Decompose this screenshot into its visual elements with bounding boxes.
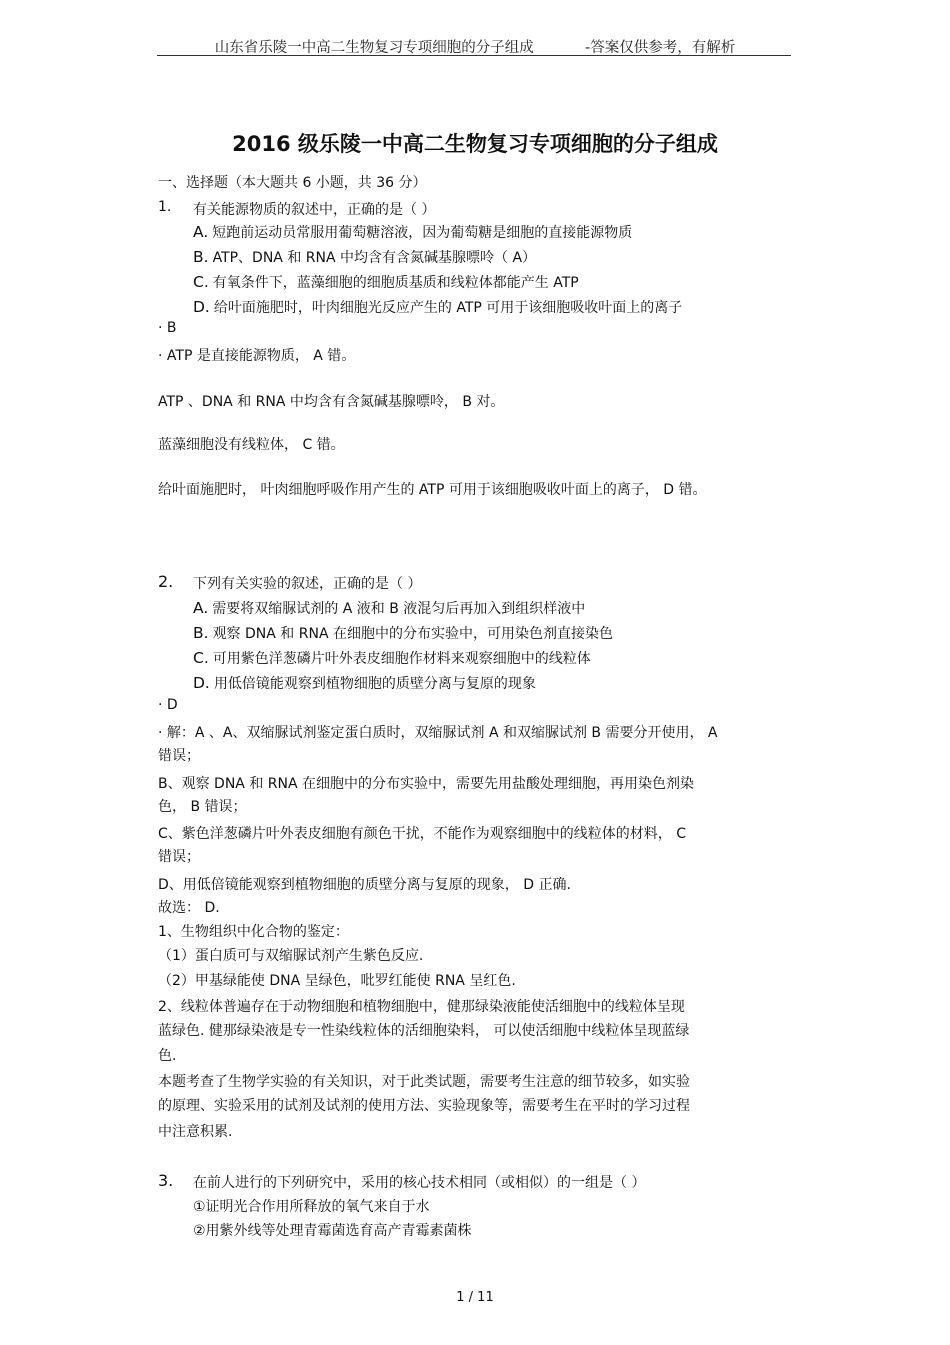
q1-stem: 有关能源物质的叙述中，正确的是（ ） [193, 202, 436, 218]
q2-explain-line: 本题考查了生物学实验的有关知识，对于此类试题，需要考生注意的细节较多，如实验 [158, 1074, 690, 1090]
page-number: 1 / 11 [456, 1290, 494, 1305]
q3-number: 3. [158, 1171, 174, 1190]
q2-explain-line: 色. [158, 1048, 177, 1064]
q1-explain-line: ATP 、DNA 和 RNA 中均含有含氮碱基腺嘌呤， B 对。 [158, 394, 505, 410]
q2-explain-line: C、紫色洋葱磷片叶外表皮细胞有颜色干扰，不能作为观察细胞中的线粒体的材料， C [158, 826, 686, 842]
document-title: 2016 级乐陵一中高二生物复习专项细胞的分子组成 [232, 132, 718, 156]
q2-option-d: D. 用低倍镜能观察到植物细胞的质壁分离与复原的现象 [193, 674, 536, 692]
q1-option-d: D. 给叶面施肥时，叶肉细胞光反应产生的 ATP 可用于该细胞吸收叶面上的离子 [193, 298, 683, 316]
section-heading: 一、选择题（本大题共 6 小题，共 36 分） [158, 175, 427, 191]
q1-explain-line: 蓝藻细胞没有线粒体， C 错。 [158, 437, 345, 453]
q1-explain-line: 给叶面施肥时， 叶肉细胞呼吸作用产生的 ATP 可用于该细胞吸收叶面上的离子， D 错。 [158, 482, 707, 498]
q2-explain-line: 的原理、实验采用的试剂及试剂的使用方法、实验现象等，需要考生在平时的学习过程 [158, 1098, 690, 1114]
q2-explain-line: 2、线粒体普遍存在于动物细胞和植物细胞中，健那绿染液能使活细胞中的线粒体呈现 [158, 999, 685, 1015]
q1-answer: · B [158, 320, 177, 336]
header-left: 山东省乐陵一中高二生物复习专项细胞的分子组成 [214, 40, 534, 56]
q2-number: 2. [158, 572, 174, 591]
header-rule [157, 55, 791, 56]
q1-number: 1. [158, 199, 172, 215]
q2-answer: · D [158, 697, 178, 713]
q2-option-b: B. 观察 DNA 和 RNA 在细胞中的分布实验中，可用染色剂直接染色 [193, 624, 613, 642]
q2-explain-line: 蓝绿色. 健那绿染液是专一性染线粒体的活细胞染料， 可以使活细胞中线粒体呈现蓝绿 [158, 1023, 690, 1039]
q2-explain-line: 中注意积累. [158, 1124, 233, 1140]
q1-option-a: A. 短跑前运动员常服用葡萄糖溶液，因为葡萄糖是细胞的直接能源物质 [193, 223, 633, 241]
q3-stem: 在前人进行的下列研究中，采用的核心技术相同（或相似）的一组是（ ） [193, 1175, 646, 1191]
q2-explain-line: （2）甲基绿能使 DNA 呈绿色，吡罗红能使 RNA 呈红色. [158, 973, 516, 989]
q2-stem: 下列有关实验的叙述，正确的是（ ） [193, 576, 422, 592]
q1-option-c: C. 有氧条件下，蓝藻细胞的细胞质基质和线粒体都能产生 ATP [193, 273, 579, 291]
page-header [0, 36, 950, 57]
q2-explain-line: 故选： D. [158, 900, 220, 916]
q2-explain-line: 错误； [158, 748, 200, 764]
q2-explain-line: D、用低倍镜能观察到植物细胞的质壁分离与复原的现象， D 正确. [158, 877, 571, 893]
q2-explain-line: 色， B 错误； [158, 799, 247, 815]
q2-explain-line: 1、生物组织中化合物的鉴定： [158, 924, 349, 940]
q3-item: ②用紫外线等处理青霉菌选育高产青霉素菌株 [193, 1223, 472, 1239]
q2-option-a: A. 需要将双缩脲试剂的 A 液和 B 液混匀后再加入到组织样液中 [193, 599, 586, 617]
q2-explain-line: · 解：A 、A、双缩脲试剂鉴定蛋白质时，双缩脲试剂 A 和双缩脲试剂 B 需要分开使用， A [158, 725, 718, 741]
q2-explain-line: 错误； [158, 849, 200, 865]
q3-item: ①证明光合作用所释放的氧气来自于水 [193, 1199, 430, 1215]
q1-option-b: B. ATP、DNA 和 RNA 中均含有含氮碱基腺嘌呤（ A） [193, 248, 537, 266]
q2-explain-line: （1）蛋白质可与双缩脲试剂产生紫色反应. [158, 948, 424, 964]
q2-explain-line: B、观察 DNA 和 RNA 在细胞中的分布实验中，需要先用盐酸处理细胞，再用染色剂染 [158, 776, 695, 792]
q1-explain-line: · ATP 是直接能源物质， A 错。 [158, 348, 356, 364]
q2-option-c: C. 可用紫色洋葱磷片叶外表皮细胞作材料来观察细胞中的线粒体 [193, 649, 591, 667]
header-right: -答案仅供参考，有解析 [584, 40, 736, 56]
